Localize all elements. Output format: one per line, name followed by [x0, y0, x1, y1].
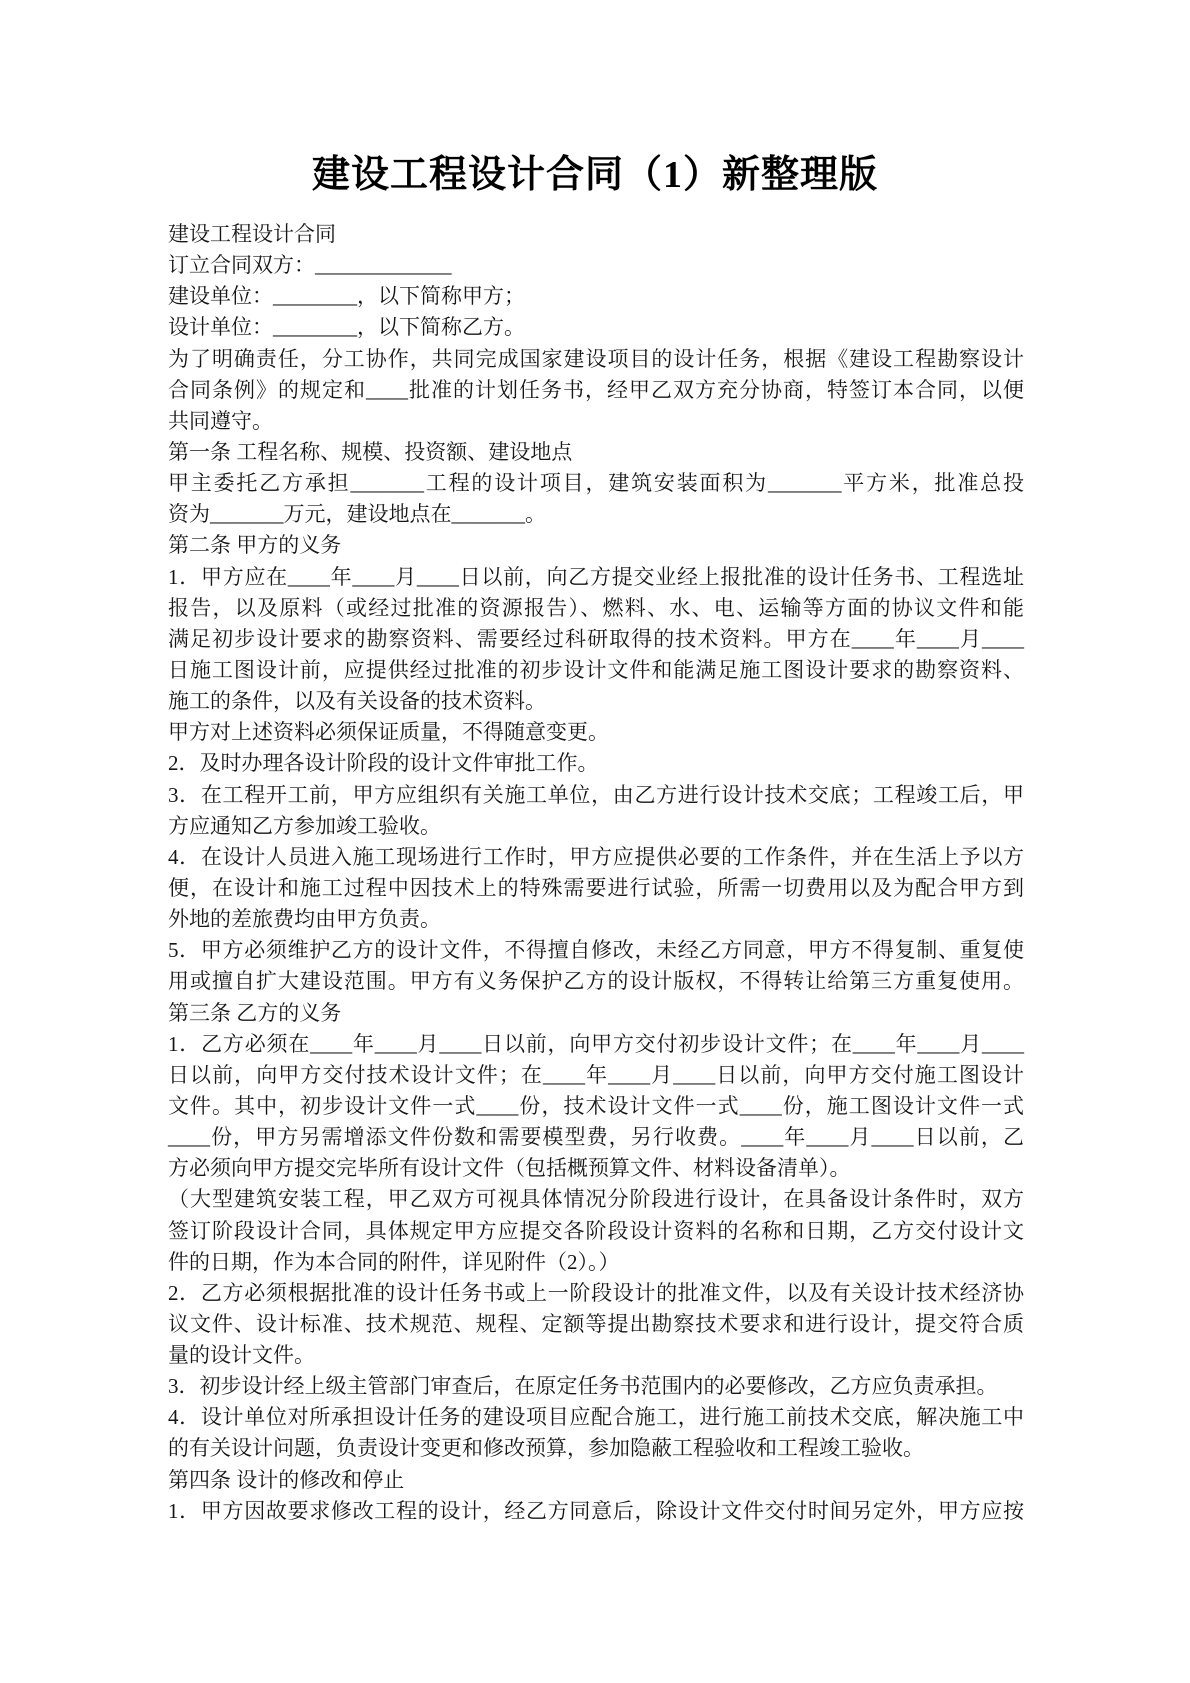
document-body [168, 219, 1024, 1527]
text-line: 外地的差旅费均由甲方负责。 [168, 907, 441, 932]
text-line: 1．乙方必须在____年____月____日以前，向甲方交付初步设计文件；在____年____月____ [168, 1031, 1024, 1056]
text-line: 方必须向甲方提交完毕所有设计文件（包括概预算文件、材料设备清单）。 [168, 1156, 851, 1181]
text-line: ____份，甲方另需增添文件份数和需要模型费，另行收费。____年____月____日以前，乙 [168, 1125, 1024, 1150]
text-line: 第一条 工程名称、规模、投资额、建设地点 [168, 439, 573, 464]
text-line: 1．甲方应在____年____月____日以前，向乙方提交业经上报批准的设计任务书、工程选址 [168, 564, 1024, 589]
text-line: 的有关设计问题，负责设计变更和修改预算，参加隐蔽工程验收和工程竣工验收。 [168, 1436, 924, 1461]
text-line: 订立合同双方：_____________ [168, 253, 452, 278]
text-line: 日施工图设计前，应提供经过批准的初步设计文件和能满足施工图设计要求的勘察资料、 [168, 657, 1024, 682]
text-line: 签订阶段设计合同，具体规定甲方应提交各阶段设计资料的名称和日期，乙方交付设计文 [168, 1218, 1024, 1243]
text-line: 文件。其中，初步设计文件一式____份，技术设计文件一式____份，施工图设计文件一式 [168, 1093, 1024, 1118]
text-line: 共同遵守。 [168, 408, 273, 433]
text-line: 2．乙方必须根据批准的设计任务书或上一阶段设计的批准文件，以及有关设计技术经济协 [168, 1280, 1024, 1305]
text-line: 第四条 设计的修改和停止 [168, 1467, 405, 1492]
text-line: 设计单位：________，以下简称乙方。 [168, 315, 525, 340]
text-line: 3．在工程开工前，甲方应组织有关施工单位，由乙方进行设计技术交底；工程竣工后，甲 [168, 782, 1024, 807]
text-line: 报告，以及原料（或经过批准的资源报告）、燃料、水、电、运输等方面的协议文件和能 [168, 595, 1024, 620]
text-line: 建设工程设计合同 [168, 222, 336, 246]
text-line: 第二条 甲方的义务 [168, 533, 342, 558]
text-line: 资为_______万元，建设地点在_______。 [168, 502, 546, 527]
text-line: 日以前，向甲方交付技术设计文件；在____年____月____日以前，向甲方交付施工图设计 [168, 1062, 1024, 1087]
text-line: 件的日期，作为本合同的附件，详见附件（2）。） [168, 1249, 620, 1274]
text-line: 4．在设计人员进入施工现场进行工作时，甲方应提供必要的工作条件，并在生活上予以方 [168, 844, 1024, 869]
text-line: 2．及时办理各设计阶段的设计文件审批工作。 [168, 751, 599, 776]
text-line: 议文件、设计标准、技术规范、规程、定额等提出勘察技术要求和进行设计，提交符合质 [168, 1311, 1024, 1336]
text-line: 方应通知乙方参加竣工验收。 [168, 813, 441, 838]
text-line: 为了明确责任，分工协作，共同完成国家建设项目的设计任务，根据《建设工程勘察设计 [168, 346, 1024, 371]
text-line: 满足初步设计要求的勘察资料、需要经过科研取得的技术资料。甲方在____年____月____ [168, 626, 1024, 651]
text-line: 3．初步设计经上级主管部门审查后，在原定任务书范围内的必要修改，乙方应负责承担。 [168, 1374, 998, 1399]
text-line: 建设单位：________，以下简称甲方； [168, 284, 525, 309]
text-line: 1．甲方因故要求修改工程的设计，经乙方同意后，除设计文件交付时间另定外，甲方应按 [168, 1498, 1024, 1523]
text-line: （大型建筑安装工程，甲乙双方可视具体情况分阶段进行设计，在具备设计条件时，双方 [168, 1187, 1024, 1212]
text-line: 便，在设计和施工过程中因技术上的特殊需要进行试验，所需一切费用以及为配合甲方到 [168, 875, 1024, 900]
text-line: 5．甲方必须维护乙方的设计文件，不得擅自修改，未经乙方同意，甲方不得复制、重复使 [168, 938, 1024, 963]
text-line: 甲主委托乙方承担_______工程的设计项目，建筑安装面积为_______平方米，批准总投 [168, 471, 1024, 496]
text-line: 甲方对上述资料必须保证质量，不得随意变更。 [168, 720, 609, 745]
document-title: 建设工程设计合同（1）新整理版 [311, 154, 878, 196]
text-line: 用或擅自扩大建设范围。甲方有义务保护乙方的设计版权，不得转让给第三方重复使用。 [168, 969, 1024, 994]
text-line: 施工的条件，以及有关设备的技术资料。 [168, 689, 546, 714]
text-line: 4．设计单位对所承担设计任务的建设项目应配合施工，进行施工前技术交底，解决施工中 [168, 1405, 1024, 1430]
text-line: 量的设计文件。 [168, 1343, 315, 1368]
text-line: 第三条 乙方的义务 [168, 1000, 342, 1025]
text-line: 合同条例》的规定和____批准的计划任务书，经甲乙双方充分协商，特签订本合同，以便 [168, 377, 1024, 402]
